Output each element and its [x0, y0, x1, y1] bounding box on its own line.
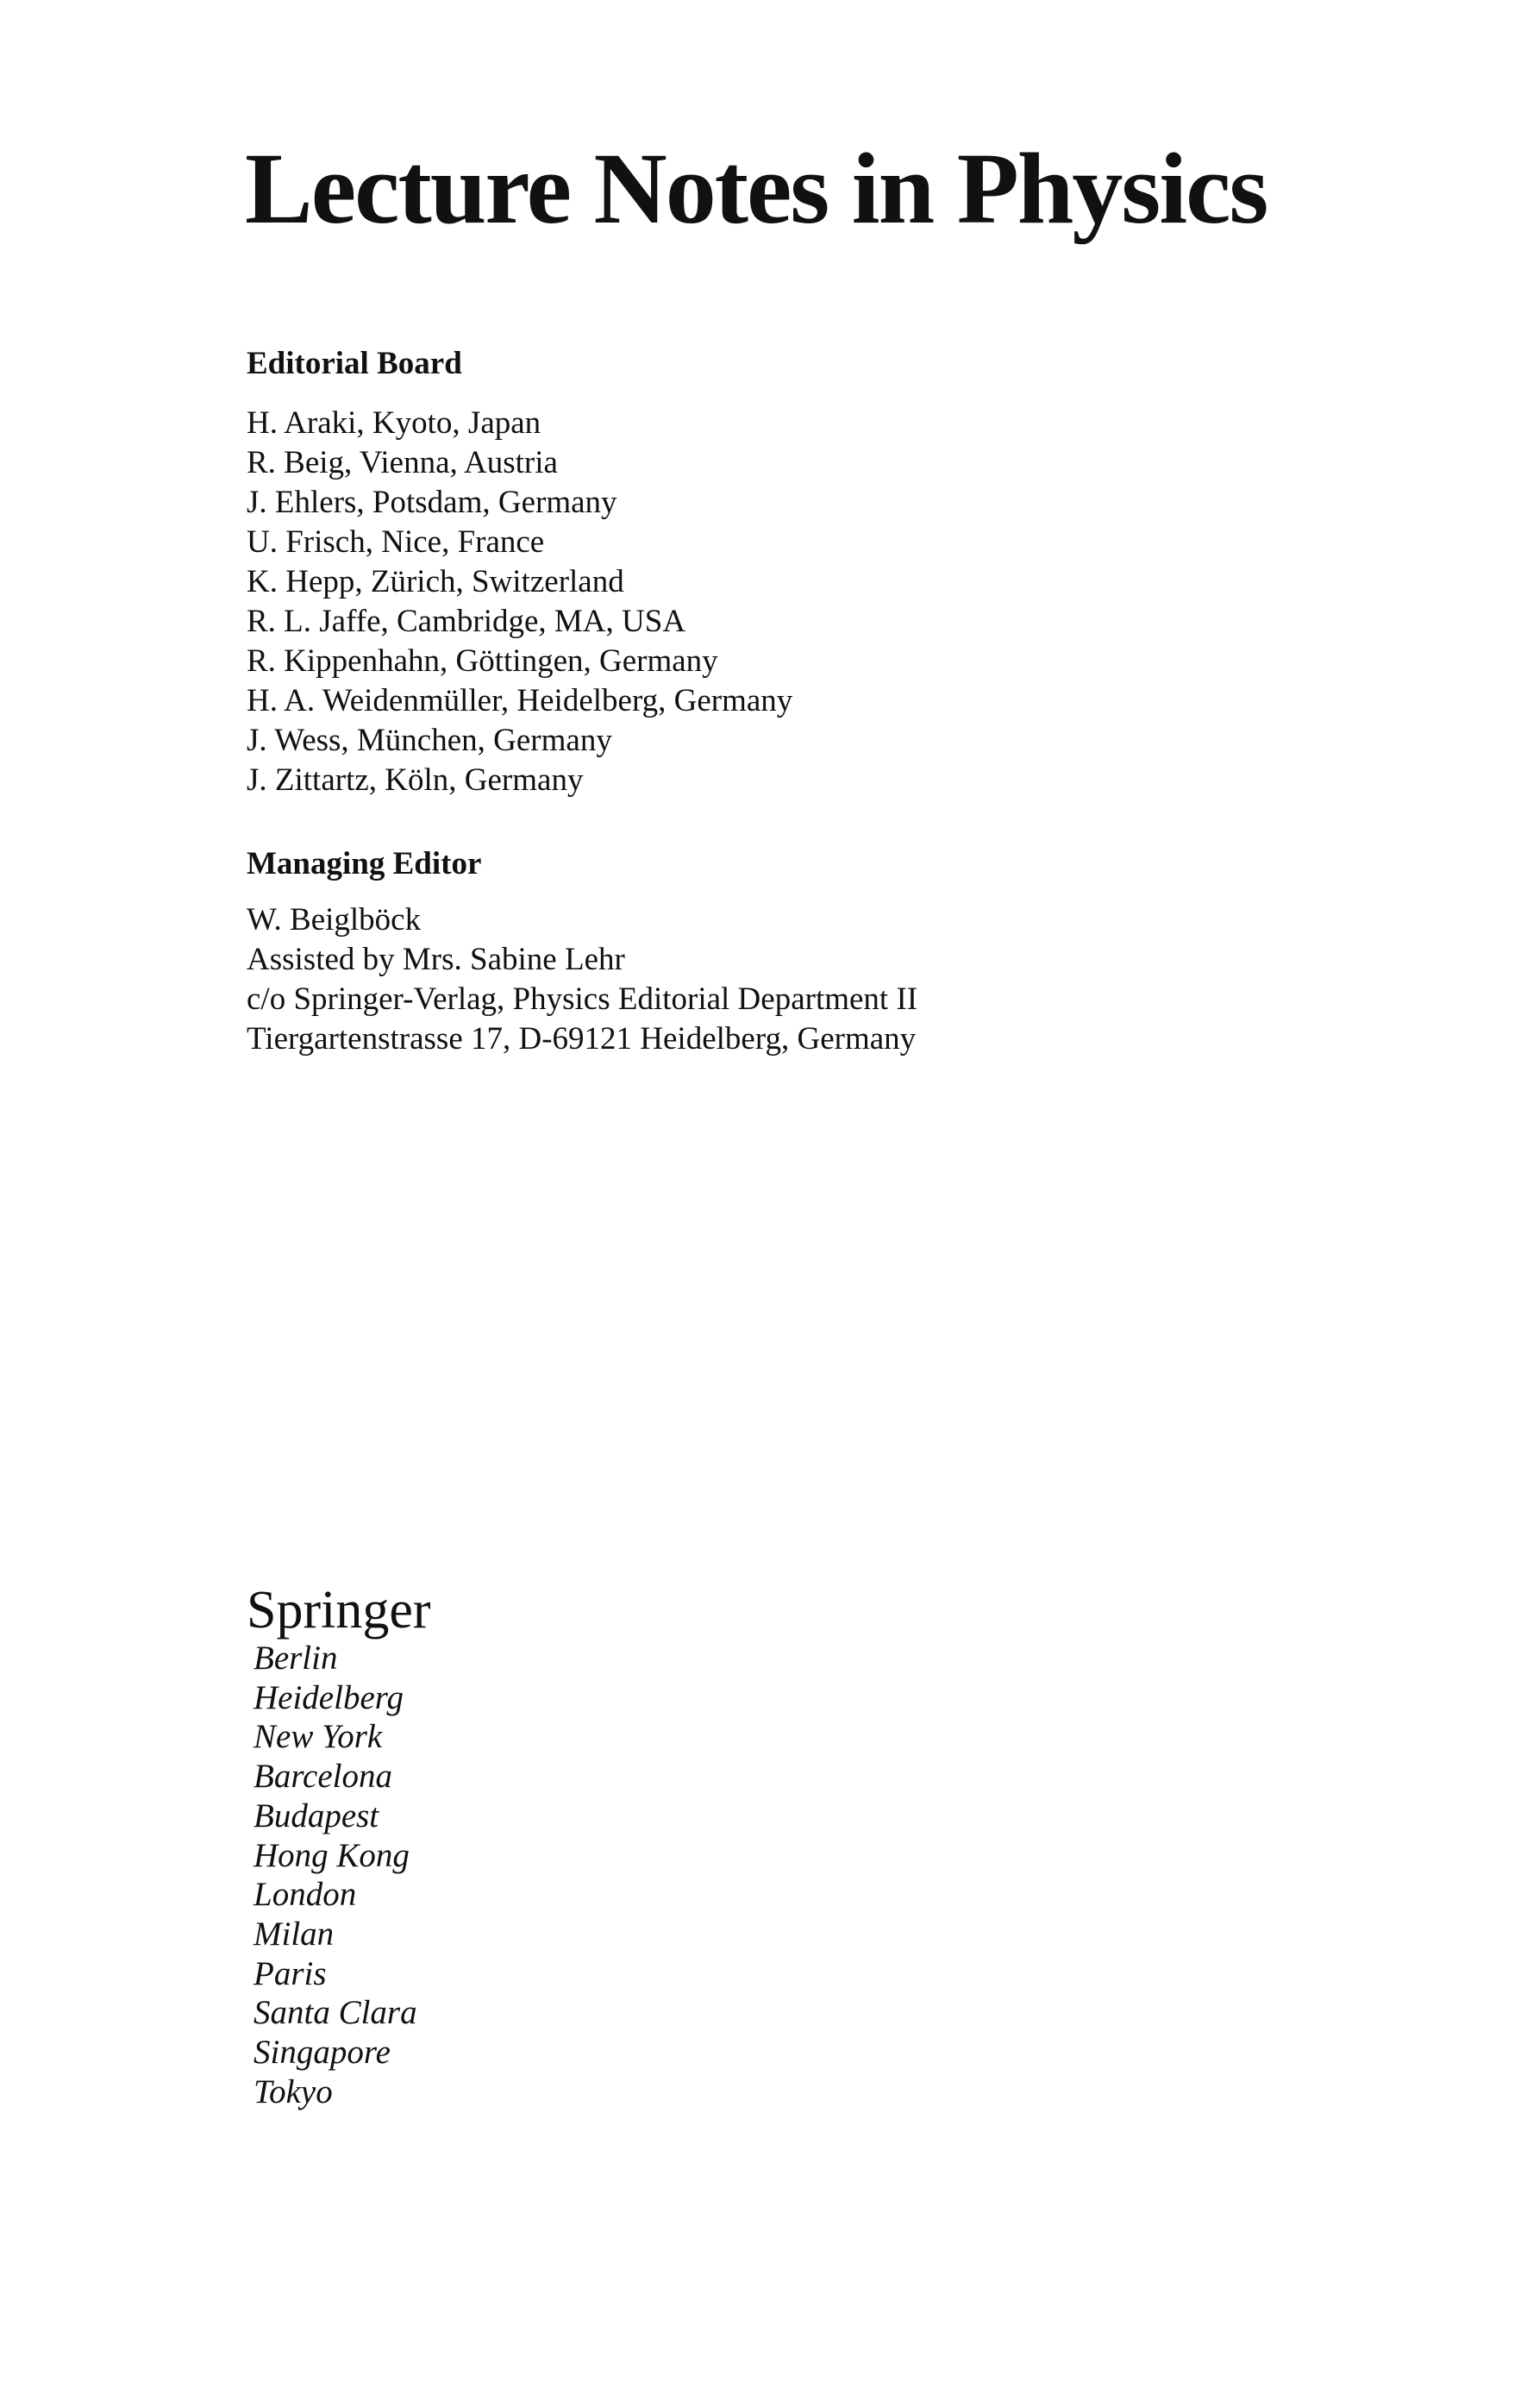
editorial-board-member: R. Beig, Vienna, Austria	[247, 445, 558, 480]
publisher-city: Milan	[253, 1915, 335, 1953]
editorial-board-member: R. L. Jaffe, Cambridge, MA, USA	[247, 604, 686, 639]
editorial-board-member: J. Zittartz, Köln, Germany	[247, 762, 584, 798]
editorial-board-member: H. Araki, Kyoto, Japan	[247, 405, 541, 441]
editorial-board-heading: Editorial Board	[247, 346, 462, 381]
publisher-cities-list	[253, 1639, 417, 2111]
editorial-board-member: R. Kippenhahn, Göttingen, Germany	[247, 643, 718, 679]
publisher-city: Budapest	[253, 1797, 379, 1834]
publisher-city: Hong Kong	[253, 1836, 410, 1874]
publisher-city: Paris	[253, 1954, 327, 1992]
managing-editor-address-line: Tiergartenstrasse 17, D-69121 Heidelberg, Germany	[247, 1021, 917, 1057]
publisher-name: Springer	[247, 1581, 431, 1640]
publisher-city: Berlin	[253, 1640, 338, 1677]
managing-editor-block	[247, 900, 917, 1059]
editorial-board-member: U. Frisch, Nice, France	[247, 524, 545, 560]
managing-editor-name: W. Beiglböck	[247, 902, 422, 937]
publisher-city: Barcelona	[253, 1758, 393, 1796]
managing-editor-assistant: Assisted by Mrs. Sabine Lehr	[247, 942, 625, 977]
publisher-city: Singapore	[253, 2034, 391, 2072]
editorial-board-member: H. A. Weidenmüller, Heidelberg, Germany	[247, 683, 793, 718]
managing-editor-heading: Managing Editor	[247, 846, 482, 881]
editorial-board-member: J. Wess, München, Germany	[247, 723, 612, 758]
editorial-board-member: J. Ehlers, Potsdam, Germany	[247, 485, 617, 520]
managing-editor-address-line: c/o Springer-Verlag, Physics Editorial Department II	[247, 981, 918, 1017]
publisher-city: Tokyo	[253, 2073, 333, 2110]
publisher-city: London	[253, 1876, 357, 1914]
editorial-board-member: K. Hepp, Zürich, Switzerland	[247, 564, 624, 599]
publisher-city: Santa Clara	[253, 1994, 417, 2032]
publisher-city: New York	[253, 1718, 383, 1756]
publisher-city: Heidelberg	[253, 1678, 404, 1716]
editorial-board-list	[247, 404, 792, 800]
series-title: Lecture Notes in Physics	[245, 132, 1267, 245]
